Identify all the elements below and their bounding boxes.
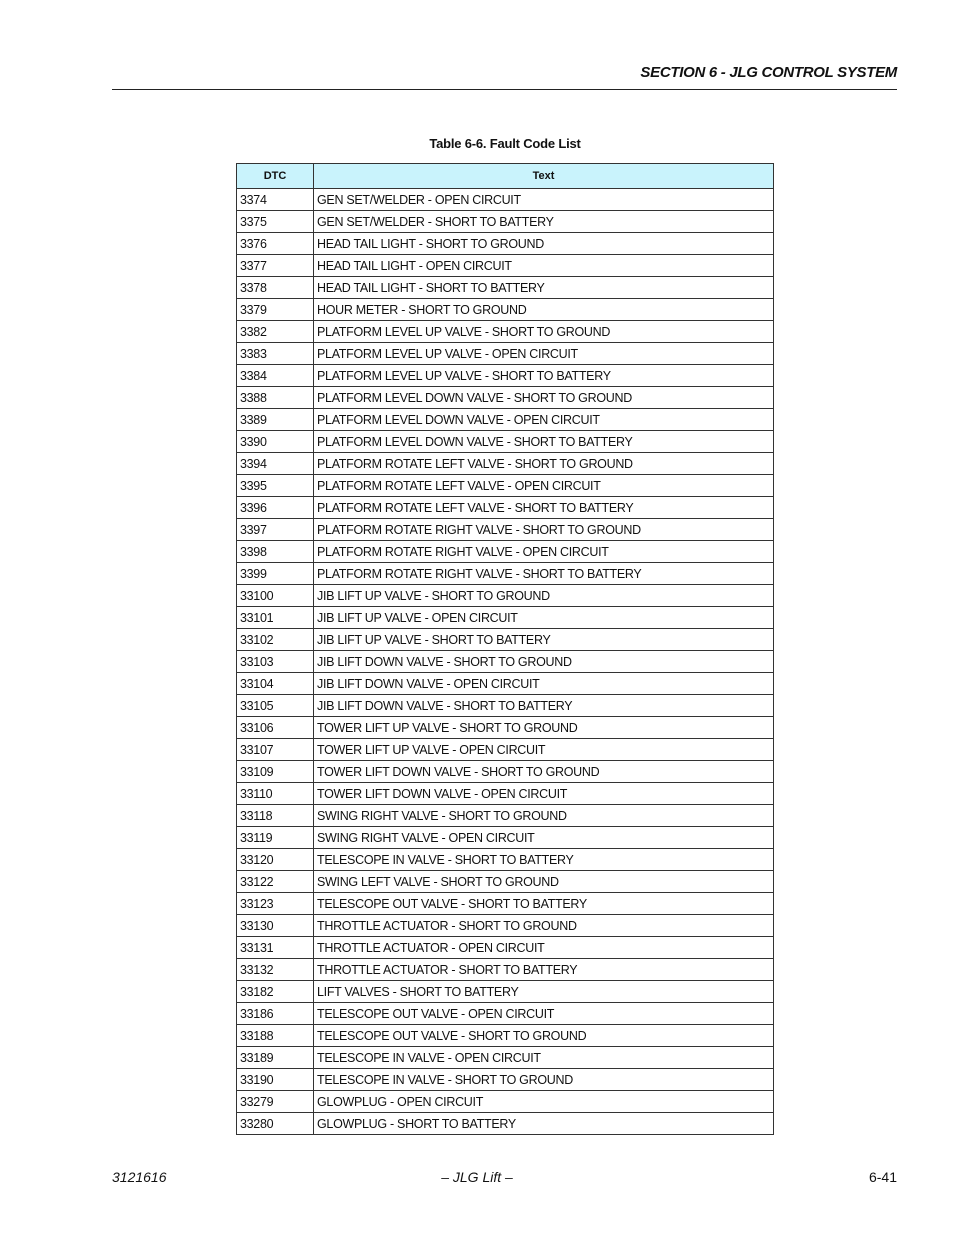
fault-text-cell: JIB LIFT UP VALVE - OPEN CIRCUIT (314, 607, 774, 629)
dtc-cell: 3382 (237, 321, 314, 343)
dtc-cell: 3394 (237, 453, 314, 475)
fault-text-cell: TELESCOPE OUT VALVE - OPEN CIRCUIT (314, 1003, 774, 1025)
table-row (237, 1025, 774, 1047)
table-row (237, 651, 774, 673)
fault-text-cell: PLATFORM ROTATE RIGHT VALVE - SHORT TO BATTERY (314, 563, 774, 585)
dtc-cell: 3375 (237, 211, 314, 233)
dtc-cell: 33188 (237, 1025, 314, 1047)
table-row (237, 497, 774, 519)
fault-text-cell: TOWER LIFT UP VALVE - OPEN CIRCUIT (314, 739, 774, 761)
fault-text-cell: THROTTLE ACTUATOR - SHORT TO GROUND (314, 915, 774, 937)
fault-text-cell: TOWER LIFT UP VALVE - SHORT TO GROUND (314, 717, 774, 739)
table-row (237, 827, 774, 849)
table-row (237, 629, 774, 651)
dtc-cell: 33120 (237, 849, 314, 871)
footer-brand: – JLG Lift – (441, 1169, 513, 1185)
fault-text-cell: PLATFORM LEVEL DOWN VALVE - SHORT TO BATTERY (314, 431, 774, 453)
table-row (237, 255, 774, 277)
fault-text-cell: THROTTLE ACTUATOR - SHORT TO BATTERY (314, 959, 774, 981)
fault-text-cell: TOWER LIFT DOWN VALVE - OPEN CIRCUIT (314, 783, 774, 805)
fault-text-cell: PLATFORM LEVEL DOWN VALVE - OPEN CIRCUIT (314, 409, 774, 431)
dtc-cell: 33110 (237, 783, 314, 805)
table-row (237, 585, 774, 607)
dtc-cell: 3384 (237, 365, 314, 387)
fault-text-cell: PLATFORM LEVEL DOWN VALVE - SHORT TO GROUND (314, 387, 774, 409)
fault-text-cell: SWING RIGHT VALVE - SHORT TO GROUND (314, 805, 774, 827)
dtc-cell: 33190 (237, 1069, 314, 1091)
dtc-cell: 3397 (237, 519, 314, 541)
dtc-cell: 3389 (237, 409, 314, 431)
dtc-cell: 3388 (237, 387, 314, 409)
fault-text-cell: JIB LIFT DOWN VALVE - OPEN CIRCUIT (314, 673, 774, 695)
table-row (237, 1113, 774, 1135)
table-row (237, 849, 774, 871)
dtc-cell: 33186 (237, 1003, 314, 1025)
dtc-cell: 33118 (237, 805, 314, 827)
fault-text-cell: HEAD TAIL LIGHT - OPEN CIRCUIT (314, 255, 774, 277)
table-row (237, 409, 774, 431)
table-row (237, 1069, 774, 1091)
section-title: SECTION 6 - JLG CONTROL SYSTEM (640, 64, 897, 81)
table-row (237, 299, 774, 321)
column-header-text: Text (314, 164, 774, 189)
fault-text-cell: LIFT VALVES - SHORT TO BATTERY (314, 981, 774, 1003)
table-row (237, 343, 774, 365)
fault-text-cell: PLATFORM ROTATE LEFT VALVE - SHORT TO BATTERY (314, 497, 774, 519)
fault-text-cell: GLOWPLUG - SHORT TO BATTERY (314, 1113, 774, 1135)
dtc-cell: 3379 (237, 299, 314, 321)
table-row (237, 761, 774, 783)
table-row (237, 805, 774, 827)
table-row (237, 1091, 774, 1113)
fault-text-cell: HOUR METER - SHORT TO GROUND (314, 299, 774, 321)
fault-text-cell: PLATFORM ROTATE RIGHT VALVE - OPEN CIRCUIT (314, 541, 774, 563)
dtc-cell: 3374 (237, 189, 314, 211)
dtc-cell: 33107 (237, 739, 314, 761)
fault-text-cell: GEN SET/WELDER - OPEN CIRCUIT (314, 189, 774, 211)
dtc-cell: 33101 (237, 607, 314, 629)
table-row (237, 277, 774, 299)
table-row (237, 739, 774, 761)
fault-text-cell: HEAD TAIL LIGHT - SHORT TO BATTERY (314, 277, 774, 299)
fault-text-cell: PLATFORM LEVEL UP VALVE - OPEN CIRCUIT (314, 343, 774, 365)
fault-text-cell: PLATFORM LEVEL UP VALVE - SHORT TO BATTERY (314, 365, 774, 387)
header-divider (112, 89, 897, 90)
dtc-cell: 33103 (237, 651, 314, 673)
dtc-cell: 33182 (237, 981, 314, 1003)
fault-text-cell: TELESCOPE IN VALVE - OPEN CIRCUIT (314, 1047, 774, 1069)
fault-text-cell: HEAD TAIL LIGHT - SHORT TO GROUND (314, 233, 774, 255)
fault-text-cell: PLATFORM ROTATE LEFT VALVE - SHORT TO GROUND (314, 453, 774, 475)
table-header-row (237, 164, 774, 189)
dtc-cell: 33280 (237, 1113, 314, 1135)
table-row (237, 211, 774, 233)
table-row (237, 541, 774, 563)
fault-text-cell: SWING LEFT VALVE - SHORT TO GROUND (314, 871, 774, 893)
table-row (237, 431, 774, 453)
table-row (237, 915, 774, 937)
dtc-cell: 3376 (237, 233, 314, 255)
table-row (237, 673, 774, 695)
fault-code-table (236, 163, 774, 1135)
dtc-cell: 33102 (237, 629, 314, 651)
table-row (237, 387, 774, 409)
table-row (237, 783, 774, 805)
dtc-cell: 3383 (237, 343, 314, 365)
table-row (237, 189, 774, 211)
dtc-cell: 3377 (237, 255, 314, 277)
table-row (237, 1003, 774, 1025)
table-row (237, 453, 774, 475)
table-row (237, 321, 774, 343)
fault-text-cell: JIB LIFT UP VALVE - SHORT TO GROUND (314, 585, 774, 607)
fault-text-cell: PLATFORM LEVEL UP VALVE - SHORT TO GROUND (314, 321, 774, 343)
fault-text-cell: TELESCOPE OUT VALVE - SHORT TO GROUND (314, 1025, 774, 1047)
table-row (237, 519, 774, 541)
fault-text-cell: TOWER LIFT DOWN VALVE - SHORT TO GROUND (314, 761, 774, 783)
dtc-cell: 33122 (237, 871, 314, 893)
table-row (237, 1047, 774, 1069)
table-row (237, 233, 774, 255)
dtc-cell: 33130 (237, 915, 314, 937)
table-row (237, 893, 774, 915)
table-row (237, 937, 774, 959)
fault-text-cell: TELESCOPE IN VALVE - SHORT TO GROUND (314, 1069, 774, 1091)
dtc-cell: 33105 (237, 695, 314, 717)
dtc-cell: 33119 (237, 827, 314, 849)
fault-text-cell: TELESCOPE OUT VALVE - SHORT TO BATTERY (314, 893, 774, 915)
document-number: 3121616 (112, 1169, 167, 1185)
table-row (237, 981, 774, 1003)
dtc-cell: 3378 (237, 277, 314, 299)
dtc-cell: 33109 (237, 761, 314, 783)
dtc-cell: 3390 (237, 431, 314, 453)
dtc-cell: 3395 (237, 475, 314, 497)
table-row (237, 717, 774, 739)
dtc-cell: 33106 (237, 717, 314, 739)
table-row (237, 563, 774, 585)
dtc-cell: 33104 (237, 673, 314, 695)
table-row (237, 365, 774, 387)
fault-text-cell: PLATFORM ROTATE LEFT VALVE - OPEN CIRCUIT (314, 475, 774, 497)
dtc-cell: 3399 (237, 563, 314, 585)
table-row (237, 695, 774, 717)
fault-text-cell: GLOWPLUG - OPEN CIRCUIT (314, 1091, 774, 1113)
table-row (237, 607, 774, 629)
column-header-dtc: DTC (237, 164, 314, 189)
table-row (237, 959, 774, 981)
dtc-cell: 33100 (237, 585, 314, 607)
fault-text-cell: SWING RIGHT VALVE - OPEN CIRCUIT (314, 827, 774, 849)
fault-text-cell: GEN SET/WELDER - SHORT TO BATTERY (314, 211, 774, 233)
fault-text-cell: TELESCOPE IN VALVE - SHORT TO BATTERY (314, 849, 774, 871)
fault-text-cell: JIB LIFT DOWN VALVE - SHORT TO BATTERY (314, 695, 774, 717)
fault-text-cell: JIB LIFT UP VALVE - SHORT TO BATTERY (314, 629, 774, 651)
table-row (237, 871, 774, 893)
dtc-cell: 3398 (237, 541, 314, 563)
table-row (237, 475, 774, 497)
fault-text-cell: PLATFORM ROTATE RIGHT VALVE - SHORT TO GROUND (314, 519, 774, 541)
dtc-cell: 3396 (237, 497, 314, 519)
fault-text-cell: THROTTLE ACTUATOR - OPEN CIRCUIT (314, 937, 774, 959)
dtc-cell: 33132 (237, 959, 314, 981)
dtc-cell: 33279 (237, 1091, 314, 1113)
dtc-cell: 33189 (237, 1047, 314, 1069)
dtc-cell: 33123 (237, 893, 314, 915)
page-number: 6-41 (868, 1169, 897, 1185)
dtc-cell: 33131 (237, 937, 314, 959)
table-caption: Table 6-6. Fault Code List (429, 136, 581, 151)
fault-text-cell: JIB LIFT DOWN VALVE - SHORT TO GROUND (314, 651, 774, 673)
